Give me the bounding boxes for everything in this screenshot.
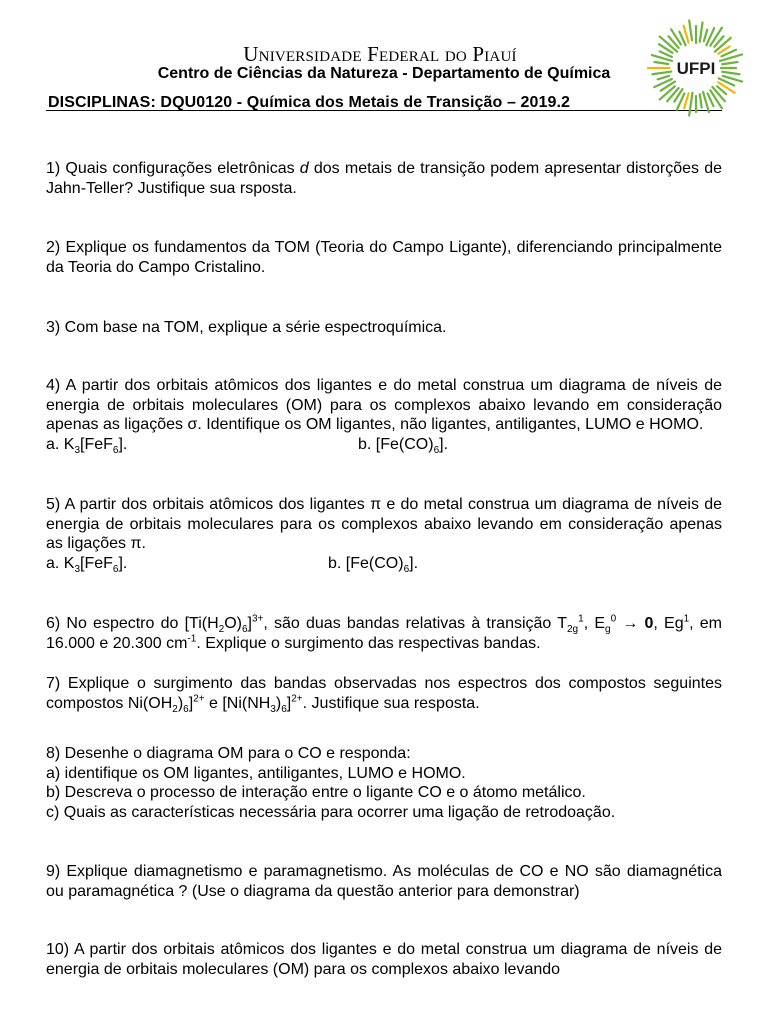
question-8-c: c) Quais as características necessária para ocorrer uma ligação de retrodoação. [46,803,616,821]
ufpi-logo [646,18,746,118]
logo-ray [689,93,692,116]
option-a: a. $K_3[FeF_6]$. [46,554,128,575]
option-b: b. $[Fe(CO)_6]$. [328,554,419,575]
logo-ray [689,20,692,40]
question-1: 1) Quais configurações eletrônicas d dos metais de transição podem apresentar distorções de Jahn-Teller? Justifique sua rsposta. [46,160,722,197]
department-line: Centro de Ciências da Natureza - Departamento de Química [157,65,611,82]
question-7: 7) Explique o surgimento das bandas observadas nos espectros dos compostos seguintes compostos $Ni(OH_2)_6]^{2+}$ e $[Ni(NH_3)_6]^{2+}$. Justifique sua resposta. [46,675,722,715]
logo-ray [700,22,703,41]
question-8-b: b) Descreva o processo de interação entre o ligante CO e o átomo metálico. [46,784,586,801]
question-5: 5) A partir dos orbitais atômicos dos ligantes π e do metal construa um diagrama de níveis de energia de orbitais moleculares para os complexos abaixo levando em consideração apenas as ligações π. a. $K_3[FeF_6]$. b. $[Fe(CO)_6]$. [46,496,723,575]
question-9: 9) Explique diamagnetismo e paramagnetismo. As moléculas de CO e NO são diamagnética ou paramagnética ? (Use o diagrama da questão anterior para demonstrar) [46,863,722,900]
logo-ray [704,30,707,42]
logo-ray [684,93,688,108]
question-3: 3) Com base na TOM, explique a série espectroquímica. [46,319,447,336]
question-8-a: a) identifique os OM ligantes, antiligantes, LUMO e HOMO. [46,764,466,782]
logo-ray [700,94,702,107]
question-8: 8) Desenhe o diagrama OM para o CO e responda: a) identifique os OM ligantes, antiligantes, LUMO e HOMO. b) Descreva o processo de interação entre o ligante CO e o átomo metálico. c) Quais as características necessária para ocorrer uma ligação de retrodoação. [46,744,722,822]
header-divider [46,110,722,111]
question-10: 10) A partir dos orbitais atômicos dos ligantes e do metal construa um diagrama de níveis de energia de orbitais moleculares (OM) para os complexos abaixo levando [46,941,722,978]
question-4: 4) A partir dos orbitais atômicos dos ligantes e do metal construa um diagrama de níveis de energia de orbitais moleculares (OM) para os complexos abaixo levando em consideração apenas as ligações σ. Identifique os OM ligantes, não ligantes, antiligantes, LUMO e HOMO. a. $K_3[FeF_6]$. b. $[Fe(CO)_6]$. [46,377,722,456]
option-a: a. $K_3[FeF_6]$. [46,435,128,456]
question-2: 2) Explique os fundamentos da TOM (Teoria do Campo Ligante), diferenciando principalmente da Teoria do Campo Cristalino. [46,239,722,276]
question-5-options [46,554,722,574]
logo-ray [722,72,739,74]
university-name: Universidade Federal do Piauí [243,42,517,66]
logo-ray [660,86,675,99]
logo-ray [652,72,671,75]
logo-text: UFPI [676,59,716,78]
logo-ray [722,62,737,64]
discipline-line: DISCIPLINAS: DQU0120 - Química dos Metais de Transição – 2019.2 [48,94,571,111]
logo-ray [658,76,670,79]
option-b: b. $[Fe(CO)_6]$. [358,435,449,456]
logo-ray [712,87,724,101]
logo-ray [654,62,668,64]
question-4-options [46,435,722,455]
question-6: 6) No espectro do $[Ti(H_2O)_6]^{3+}$, são duas bandas relativas à transição $T_{2g}^1$, $E_g^0 \to 0$, Eg$^1$, em 16.000 e 20.300 $cm^{-1}$. Explique o surgimento das respectivas bandas. [46,613,723,652]
